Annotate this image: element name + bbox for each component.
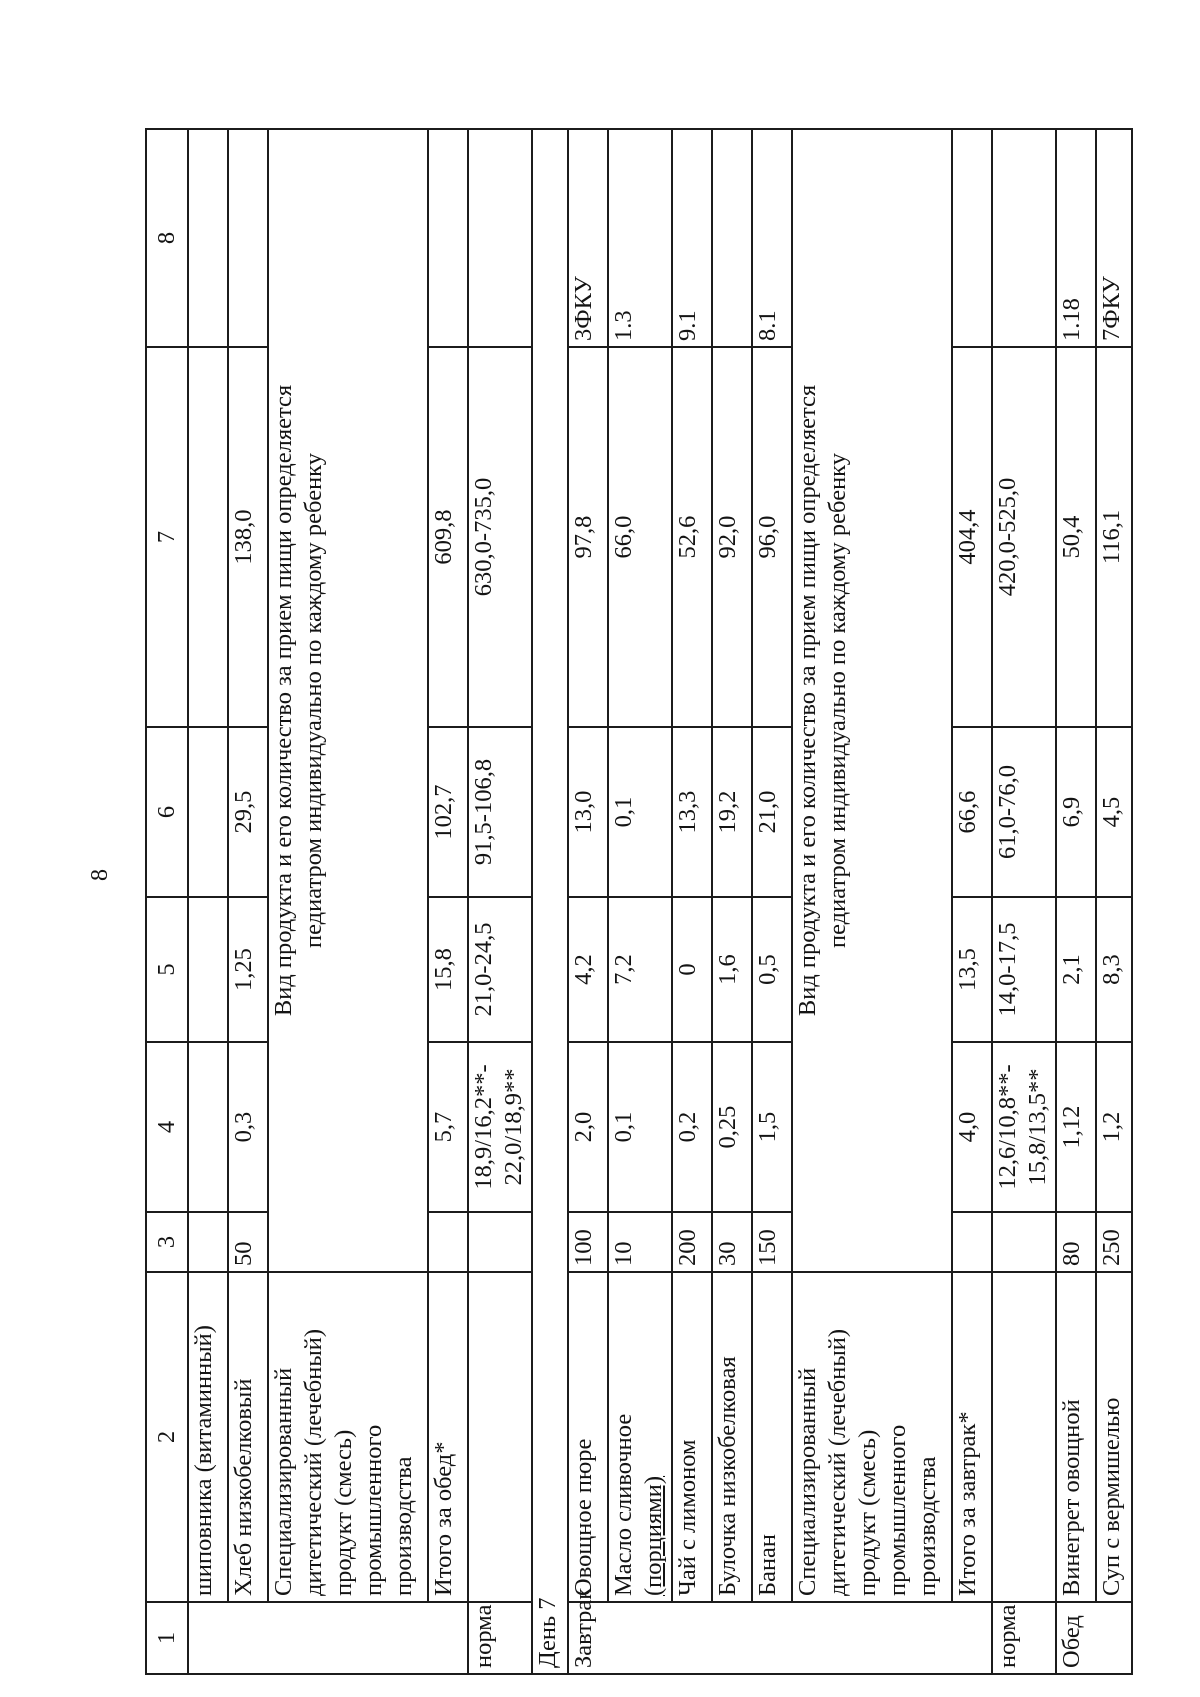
norm-row: [468, 129, 532, 1674]
meal-cell-empty: [188, 1602, 468, 1674]
product-name: Суп с вермишелью: [1096, 1272, 1132, 1602]
energy-norm: 420,0-525,0: [992, 347, 1056, 727]
meal-label-breakfast: Завтрак: [568, 1602, 992, 1674]
table-row: [672, 129, 712, 1674]
table-row: [428, 129, 468, 1674]
table-row: [792, 129, 952, 1674]
fat-cell: 8,3: [1096, 897, 1132, 1042]
table-row: [1056, 129, 1096, 1674]
table-row: [568, 129, 608, 1674]
amount-cell: 30: [712, 1212, 752, 1272]
pediatrician-note: Вид продукта и его количество за прием пищи определяется педиатром индивидуально по каждому ребенку: [268, 129, 428, 1272]
protein-norm: 12,6/10,8**- 15,8/13,5**: [992, 1042, 1056, 1212]
special-product-name: Специализированный дитетический (лечебный) продукт (смесь) промышленного производства: [792, 1272, 952, 1602]
recipe-number: [188, 129, 228, 347]
recipe-number: 1.18: [1056, 129, 1096, 347]
column-header-8: 8: [146, 129, 188, 347]
fat-cell: 13,5: [952, 897, 992, 1042]
amount-cell: 250: [1096, 1212, 1132, 1272]
carbs-cell: 13,0: [568, 727, 608, 897]
column-header-7: 7: [146, 347, 188, 727]
protein-cell: 2,0: [568, 1042, 608, 1212]
norm-row: [992, 129, 1056, 1674]
amount-cell: 80: [1056, 1212, 1096, 1272]
energy-cell: 50,4: [1056, 347, 1096, 727]
carbs-cell: 19,2: [712, 727, 752, 897]
protein-cell: 0,1: [608, 1042, 672, 1212]
table-row: [952, 129, 992, 1674]
column-header-3: 3: [146, 1212, 188, 1272]
norm-label: норма: [992, 1602, 1056, 1674]
energy-cell: 92,0: [712, 347, 752, 727]
carbs-norm: 91,5-106,8: [468, 727, 532, 897]
energy-cell: 66,0: [608, 347, 672, 727]
carbs-cell: 4,5: [1096, 727, 1132, 897]
column-header-2: 2: [146, 1272, 188, 1602]
recipe-number: [228, 129, 268, 347]
carbs-cell: 21,0: [752, 727, 792, 897]
protein-cell: 1,2: [1096, 1042, 1132, 1212]
fat-cell: 7,2: [608, 897, 672, 1042]
carbs-cell: 13,3: [672, 727, 712, 897]
fat-cell: 15,8: [428, 897, 468, 1042]
protein-cell: 4,0: [952, 1042, 992, 1212]
column-header-6: 6: [146, 727, 188, 897]
norm-label: норма: [468, 1602, 532, 1674]
total-label: Итого за обед*: [428, 1272, 468, 1602]
protein-norm: 18,9/16,2**- 22,0/18,9**: [468, 1042, 532, 1212]
fat-norm: 21,0-24,5: [468, 897, 532, 1042]
energy-norm: 630,0-735,0: [468, 347, 532, 727]
carbs-cell: 0,1: [608, 727, 672, 897]
product-name: шиповника (витаминный): [188, 1272, 228, 1602]
day-title: День 7: [532, 129, 568, 1674]
energy-cell: 116,1: [1096, 347, 1132, 727]
product-name: Овощное пюре: [568, 1272, 608, 1602]
column-header-1: 1: [146, 1602, 188, 1674]
recipe-number: 7ФКУ: [1096, 129, 1132, 347]
energy-cell: 138,0: [228, 347, 268, 727]
meal-label-lunch: Обед: [1056, 1602, 1132, 1674]
protein-cell: 5,7: [428, 1042, 468, 1212]
table-row: [752, 129, 792, 1674]
carbs-cell: 66,6: [952, 727, 992, 897]
product-name: Банан: [752, 1272, 792, 1602]
protein-cell: 0,3: [228, 1042, 268, 1212]
column-header-5: 5: [146, 897, 188, 1042]
rotated-page-content: [145, 130, 1125, 1675]
product-name: Булочка низкобелковая: [712, 1272, 752, 1602]
carbs-cell: 29,5: [228, 727, 268, 897]
energy-cell: 52,6: [672, 347, 712, 727]
recipe-number: 1.3: [608, 129, 672, 347]
fat-cell: 1,25: [228, 897, 268, 1042]
amount-cell: 50: [228, 1212, 268, 1272]
recipe-number: 8.1: [752, 129, 792, 347]
product-name: Масло сливочное (порциями): [608, 1272, 672, 1602]
fat-cell: 0,5: [752, 897, 792, 1042]
protein-cell: 1,5: [752, 1042, 792, 1212]
recipe-number: 9.1: [672, 129, 712, 347]
fat-norm: 14,0-17,5: [992, 897, 1056, 1042]
recipe-number: [712, 129, 752, 347]
diet-menu-table: [145, 128, 1133, 1675]
pediatrician-note: Вид продукта и его количество за прием пищи определяется педиатром индивидуально по каждому ребенку: [792, 129, 952, 1272]
amount-cell: 150: [752, 1212, 792, 1272]
table-row: [608, 129, 672, 1674]
amount-cell: 100: [568, 1212, 608, 1272]
table-row: [268, 129, 428, 1674]
day-heading-row: [532, 129, 568, 1674]
table-row: [712, 129, 752, 1674]
product-name: Хлеб низкобелковый: [228, 1272, 268, 1602]
protein-cell: 0,2: [672, 1042, 712, 1212]
energy-cell: 96,0: [752, 347, 792, 727]
fat-cell: 2,1: [1056, 897, 1096, 1042]
energy-cell: 609,8: [428, 347, 468, 727]
energy-cell: 404,4: [952, 347, 992, 727]
product-name: Чай с лимоном: [672, 1272, 712, 1602]
carbs-norm: 61,0-76,0: [992, 727, 1056, 897]
table-row: [1096, 129, 1132, 1674]
product-name: Винегрет овощной: [1056, 1272, 1096, 1602]
page-number: 8: [87, 869, 113, 881]
amount-cell: 10: [608, 1212, 672, 1272]
protein-cell: 1,12: [1056, 1042, 1096, 1212]
special-product-name: Специализированный дитетический (лечебный) продукт (смесь) промышленного производства: [268, 1272, 428, 1602]
energy-cell: 97,8: [568, 347, 608, 727]
column-header-4: 4: [146, 1042, 188, 1212]
table-row: [228, 129, 268, 1674]
fat-cell: 0: [672, 897, 712, 1042]
amount-cell: 200: [672, 1212, 712, 1272]
fat-cell: 4,2: [568, 897, 608, 1042]
header-row: [146, 129, 188, 1674]
carbs-cell: 102,7: [428, 727, 468, 897]
table-row: [188, 129, 228, 1674]
carbs-cell: 6,9: [1056, 727, 1096, 897]
total-label: Итого за завтрак*: [952, 1272, 992, 1602]
protein-cell: 0,25: [712, 1042, 752, 1212]
recipe-number: 3ФКУ: [568, 129, 608, 347]
fat-cell: 1,6: [712, 897, 752, 1042]
